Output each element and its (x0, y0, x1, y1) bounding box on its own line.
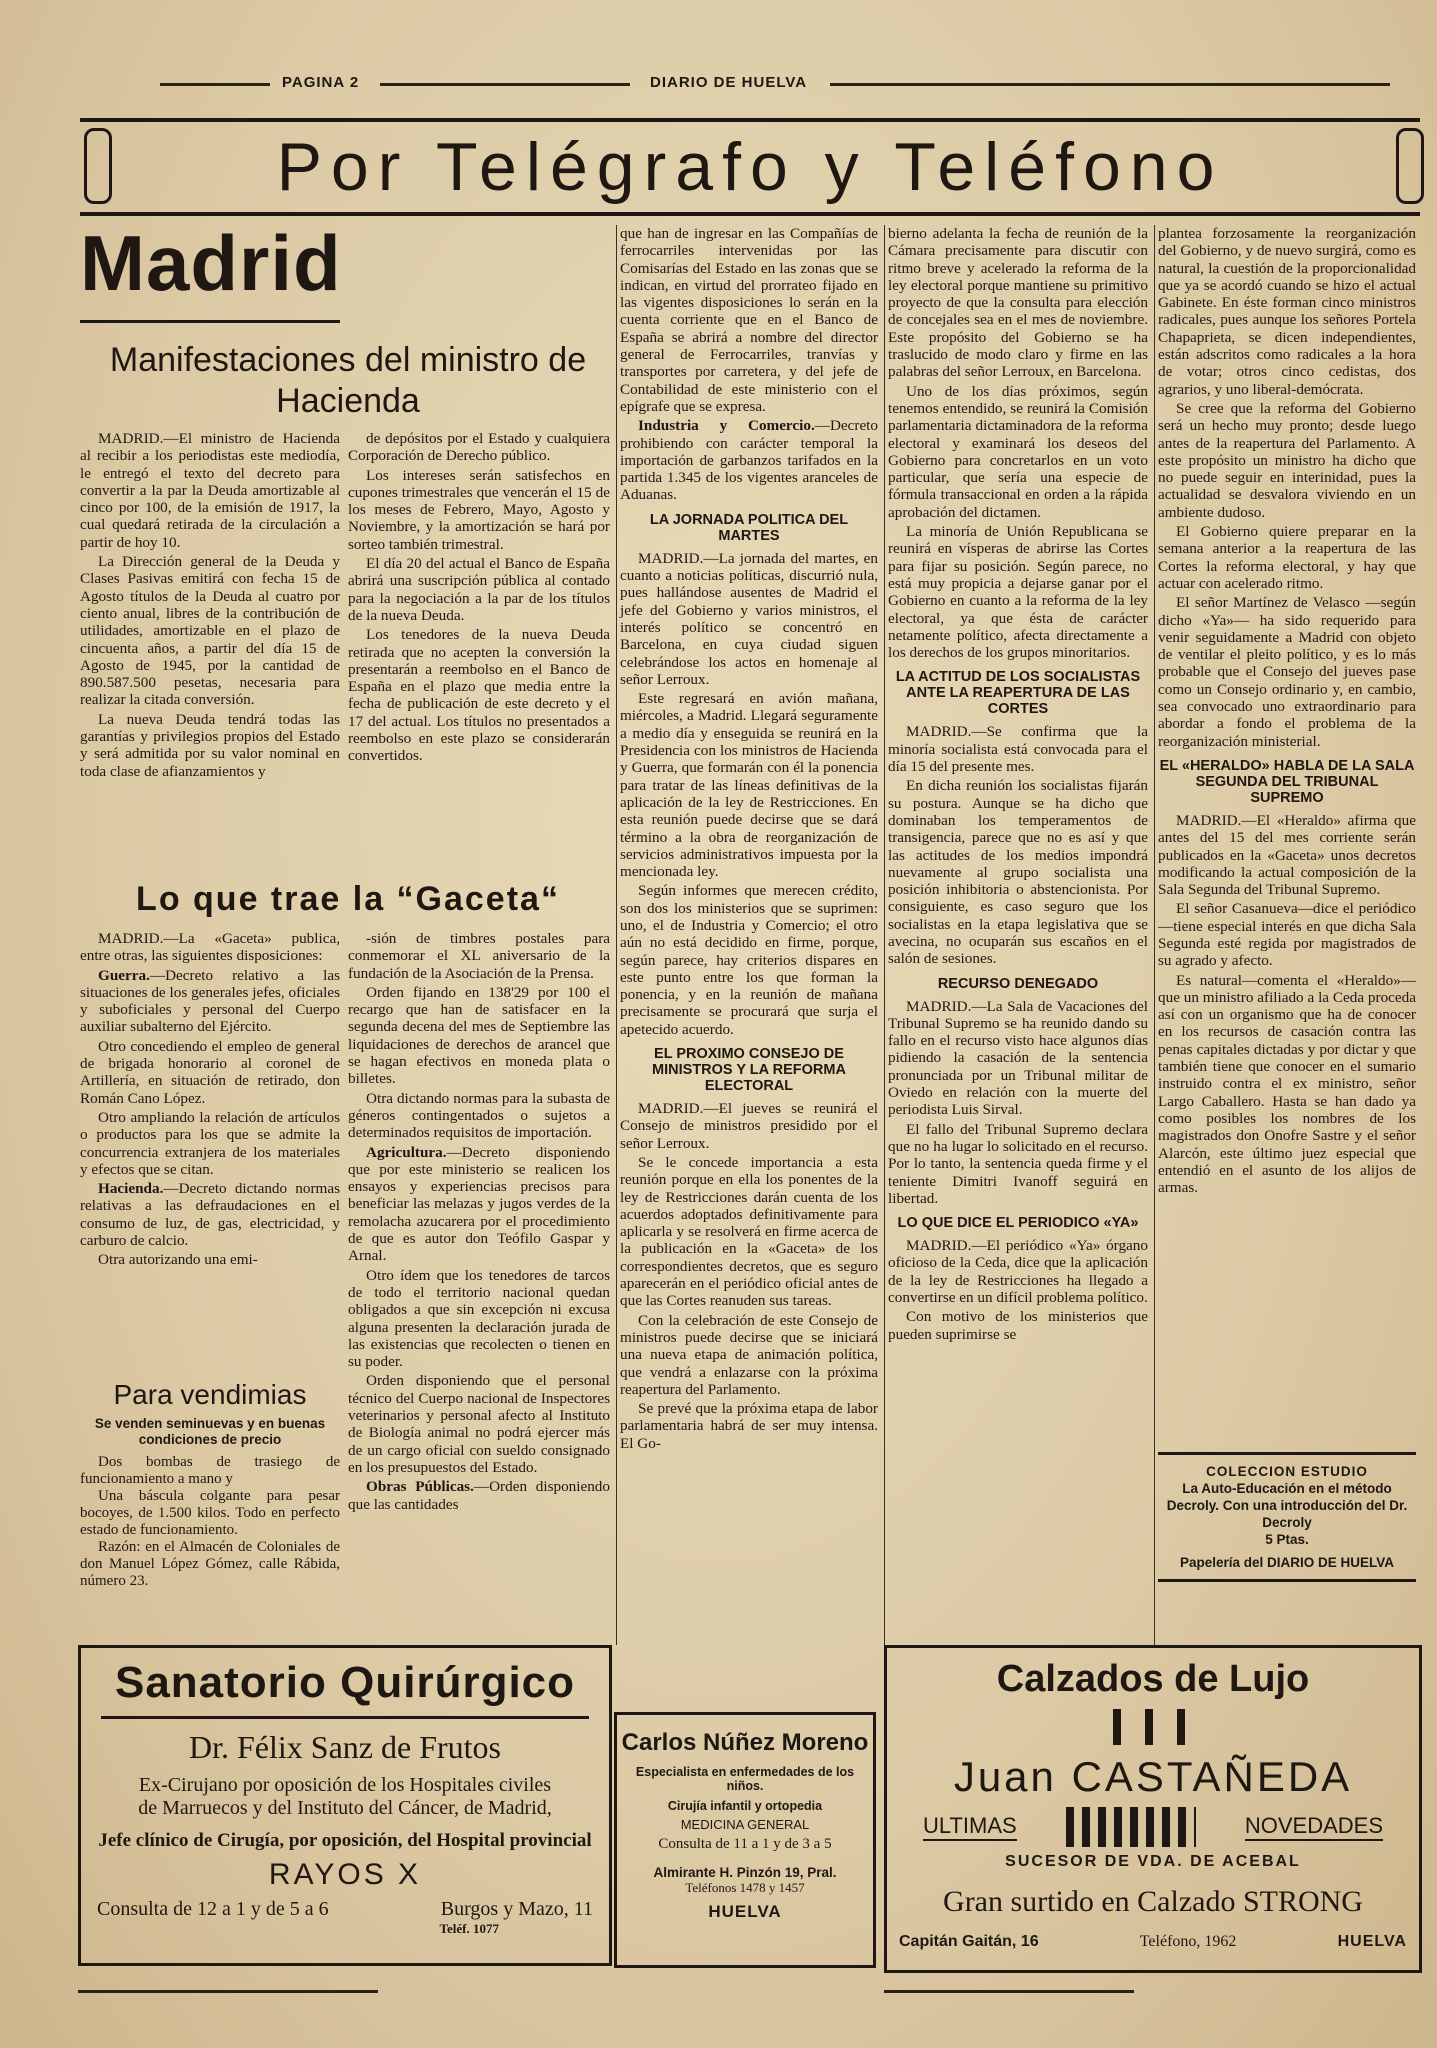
coleccion-body: La Auto-Educación en el método Decroly. Con una introducción del Dr. Decroly (1166, 1481, 1408, 1530)
paragraph: La Dirección general de la Deuda y Clases Pasivas emitirá con fecha 15 de Agosto títulos de la Deuda al cuatro por ciento anual, libres de la contribución de utilidades, amortizable en el plazo de cincuenta años, a partir del día 15 de Agosto de 1945, por la cantidad de 890.587.500 pesetas, necesaria para realizar la citada conversión. (80, 553, 340, 709)
calzados-footer (887, 1919, 1419, 1951)
column-4 (888, 225, 1148, 1345)
paragraph: MADRID.—La «Gaceta» publica, entre otras, las siguientes disposiciones: (80, 930, 340, 965)
paragraph: Es natural—comenta el «Heraldo»—que un ministro afiliado a la Ceda proceda así con un organismo que ha de conocer en los recursos de casación contra las penas capitales dictadas y por dictar y que también tiene que conocer en el sumario instruido contra el ex ministro, señor Largo Caballero. Hasta se han dado ya como posibles los nombres de los magistrados don Onofre Sastre y el señor Alarcón, este último juez especial que entendió en el asunto de los alijos de armas. (1158, 971, 1416, 1197)
nunez-city: HUELVA (708, 1902, 782, 1921)
calzados-row (887, 1807, 1419, 1847)
paragraph (80, 967, 340, 1036)
vendimias-subtitle: Se venden seminuevas y en buenas condiciones de precio (94, 1416, 326, 1447)
nunez-line1: Especialista en enfermedades de los niños. (635, 1765, 855, 1793)
lead: Hacienda. (98, 1180, 164, 1198)
column-rule (616, 225, 617, 1645)
paragraph: Los tenedores de la nueva Deuda retirada que no acepten la conversión la presentarán a reembolso en el Banco de España en el plazo que media entre la fecha de publicación de este decreto y el 17 del actual. Los títulos no presentados a reembolso en este plazo se considerarán convertidos. (348, 626, 610, 765)
paragraph: El señor Martínez de Velasco —según dicho «Ya»— ha sido requerido para venir seguidamente a Madrid con objeto de ventilar el pleito político, y es lo más probable que el Consejo del jueves pase como un Consejo ordinario y, en cambio, sea convocado uno extraordinario para abordar a fondo el problema de la reorganización ministerial. (1158, 594, 1416, 750)
paragraph: El señor Casanueva—dice el periódico—tiene especial interés en que dicha Sala Segunda esté regida por magistrados de su agrado y afecto. (1158, 900, 1416, 970)
paragraph: Otro ídem que los tenedores de tarcos de todo el territorio nacional quedan obligados a que sin excepción ni excusa alguna presenten la declaración jurada de las existencias que recolecten o tienen en su poder. (348, 1266, 610, 1371)
paragraph: Orden disponiendo que el personal técnico del Cuerpo nacional de Inspectores veterinarios y personal afecto al Instituto de Biología animal no podrá ejercer más de un cargo oficial con sueldo consignado en los presupuestos del Estado. (348, 1372, 610, 1476)
paragraph: MADRID.—El «Heraldo» afirma que antes del 15 del mes corriente serán publicados en la «Gaceta» unos decretos modificando la actual composición de la Sala Segunda del Tribunal Supremo. (1158, 811, 1416, 899)
column-3 (620, 225, 878, 1454)
text: —Decreto dictando normas relativas a las defraudaciones en el consumo de luz, de gas, electricidad, y carburo de calcio. (80, 1180, 340, 1250)
paragraph: Razón: en el Almacén de Coloniales de don Manuel López Gómez, calle Rábida, número 23. (80, 1539, 340, 1589)
sanatorio-rayos: RAYOS X (268, 1858, 422, 1891)
sanatorio-ad (78, 1645, 612, 1966)
paragraph: La minoría de Unión Republicana se reunirá en vísperas de abrirse las Cortes para fijar su posición. Según parece, no está muy propicia a dejarse ganar por el Gobierno en cuanto a la reforma de la ley electoral, ya que ésta de carácter netamente político, afecta directamente a los derechos de los grupos minoritarios. (888, 523, 1148, 662)
paragraph: Con la celebración de este Consejo de ministros puede decirse que se iniciará una nueva etapa de animación política, que vendrá a enlazarse con la próxima reapertura del Parlamento. (620, 1311, 878, 1398)
paragraph: Otra dictando normas para la subasta de géneros contingentados o sujetos a determinados requisitos de importación. (348, 1089, 610, 1142)
section-heading: LA JORNADA POLITICA DEL MARTES (649, 511, 849, 544)
calzados-sucesor: SUCESOR DE VDA. DE ACEBAL (1005, 1853, 1301, 1870)
sanatorio-line2: de Marruecos y del Instituto del Cáncer, de Madrid, (138, 1797, 552, 1819)
calzados-address: Capitán Gaitán, 16 (899, 1933, 1039, 1950)
article-heading-gaceta: Lo que trae la “Gaceta“ (136, 880, 560, 918)
paragraph: de depósitos por el Estado y cualquiera Corporación de Derecho público. (348, 430, 610, 465)
coleccion-estudio-ad (1158, 1452, 1416, 1582)
sanatorio-doctor: Dr. Félix Sanz de Frutos (189, 1729, 501, 1765)
paragraph: Los intereses serán satisfechos en cupones trimestrales que vencerán el 15 de los meses de Febrero, Mayo, Agosto y Noviembre, y la amortización se hará por sorteo también trimestral. (348, 466, 610, 553)
nunez-line4: Consulta de 11 a 1 y de 3 a 5 (658, 1836, 832, 1852)
calzados-left: ULTIMAS (923, 1813, 1017, 1841)
paragraph: El fallo del Tribunal Supremo declara que no ha lugar lo solicitado en el recurso. Por lo tanto, la sentencia queda firme y el teniente Dimitri Ivanoff seguirá en libertad. (888, 1120, 1148, 1207)
sanatorio-address: Burgos y Mazo, 11 (440, 1898, 593, 1920)
text: —Decreto disponiendo que por este ministerio se realicen los ensayos y experiencias precisos para beneficiar las melazas y jugos verdes de la remolacha azucarera por el procedimiento de que es autor don Teófilo Gaspar y Arnal. (348, 1143, 610, 1265)
calzados-title: Calzados de Lujo (996, 1658, 1310, 1700)
paragraph: -sión de timbres postales para conmemorar el XL aniversario de la fundación de la Asociación de la Prensa. (348, 930, 610, 982)
paragraph: Con motivo de los ministerios que pueden suprimirse se (888, 1308, 1148, 1343)
text: —Decreto relativo a las situaciones de los generales jefes, oficiales y suboficiales y personal del Cuerpo auxiliar subalterno del Ejército. (80, 966, 340, 1036)
paragraph (348, 1144, 610, 1265)
column-1-hacienda (80, 430, 340, 782)
madrid-rule (80, 320, 340, 323)
calzados-ad (884, 1645, 1422, 1973)
article-heading-hacienda: Manifestaciones del ministro de Hacienda (109, 341, 587, 420)
lead: Obras Públicas. (366, 1478, 474, 1496)
paragraph: Este regresará en avión mañana, miércoles, a Madrid. Llegará seguramente a medio día y enseguida se reunirá en la Presidencia con los ministros de Hacienda y Guerra, que formarán con él la ponencia para tratar de las líneas definitivas de la aplicación de la ley de Restricciones. En esta reunión puede decirse que se dará término a la obra de reorganización de servicios administrativos impuesta por la mencionada ley. (620, 690, 878, 881)
nunez-line3: MEDICINA GENERAL (680, 1817, 810, 1832)
section-heading: EL «HERALDO» HABLA DE LA SALA SEGUNDA DEL TRIBUNAL SUPREMO (1159, 757, 1415, 806)
section-heading: RECURSO DENEGADO (937, 975, 1099, 992)
paragraph: Otra autorizando una emi- (98, 1251, 258, 1269)
header-rule-left (160, 83, 270, 86)
paragraph: que han de ingresar en las Compañías de ferrocarriles intervenidas por las Comisarías del Estado en las zonas que se indican, en virtud del prorrateo fijado en las vigentes disposiciones lo serán en la cuenta corriente que en el Banco de España se abrirá a nombre del director general de Ferrocarriles, tranvías y transportes por carretera, y del jefe de Contabilidad de este ministerio con el epígrafe que se expresa. (620, 225, 878, 415)
vendimias-title: Para vendimias (113, 1379, 307, 1410)
nunez-phones: Teléfonos 1478 y 1457 (685, 1880, 805, 1895)
paragraph: En dicha reunión los socialistas fijarán su postura. Aunque se ha dicho que dominaban los temperamentos de transigencia, parece que no es así y que las actitudes de los medios impondrá nuevamente al grupo socialista una posición inhibitoria o abstencionista. Por consiguiente, es caso seguro que los socialistas en la etapa legislativa que se avecina, no ocuparán sus escaños en el salón de sesiones. (888, 777, 1148, 968)
coleccion-price: 5 Ptas. (1265, 1532, 1309, 1547)
paragraph: Otro ampliando la relación de artículos o productos para los que se admite la concurrencia extranjera de los materiales y efectos que se citan. (80, 1108, 340, 1178)
calzados-surtido: Gran surtido en Calzado STRONG (943, 1885, 1363, 1918)
bottom-rule-left (78, 1990, 378, 1993)
paragraph: MADRID.—El jueves se reunirá el Consejo de ministros presidido por el señor Lerroux. (620, 1100, 878, 1152)
paragraph: Uno de los días próximos, según tenemos entendido, se reunirá la Comisión parlamentaria dictaminadora de la reforma electoral y examinará los deseos del Gobierno para concretarlos en un voto particular, que sería una especie de fórmula transaccional en orden a la rápida aprobación del dictamen. (888, 382, 1148, 521)
text: —Decreto prohibiendo con carácter temporal la importación de garbanzos tarifados en la partida 1.345 de los vigentes aranceles de Aduanas. (620, 417, 878, 504)
sanatorio-title: Sanatorio Quirúrgico (114, 1658, 576, 1707)
column-5 (1158, 225, 1416, 1198)
bottom-rule-right (884, 1990, 1134, 1993)
paragraph: Dos bombas de trasiego de funcionamiento a mano y (80, 1454, 340, 1487)
paragraph (348, 1478, 610, 1513)
nunez-address: Almirante H. Pinzón 19, Pral. (653, 1865, 837, 1880)
lead: Guerra. (98, 966, 150, 984)
paragraph: MADRID.—La jornada del martes, en cuanto a noticias políticas, discurrió nula, pues hallándose ausentes de Madrid el jefe del Gobierno y varios ministros, el interés político se concentró en Barcelona, en cuya ciudad siguen celebrándose los actos en homenaje al señor Lerroux. (620, 549, 878, 688)
sanatorio-line3: Jefe clínico de Cirugía, por oposición, del Hospital provincial (98, 1830, 592, 1851)
coleccion-title: COLECCION ESTUDIO (1206, 1464, 1368, 1479)
nunez-name: Carlos Núñez Moreno (621, 1729, 869, 1756)
paragraph: Una báscula colgante para pesar bocoyes, de 1.500 kilos. Todo en perfecto estado de funcionamiento. (80, 1488, 340, 1538)
section-banner (80, 118, 1420, 216)
paragraph: MADRID.—La Sala de Vacaciones del Tribunal Supremo se ha reunido dando su fallo en el recurso visto hace algunos días pidiendo la casación de la sentencia pronunciada por un Tribunal militar de Oviedo en relación con la muerte del periodista Luis Sirval. (888, 997, 1148, 1119)
calzados-city: HUELVA (1337, 1933, 1407, 1950)
calzados-name: Juan CASTAÑEDA (953, 1753, 1353, 1800)
paragraph: MADRID.—Se confirma que la minoría socialista está convocada para el día 15 del presente mes. (888, 723, 1148, 776)
paragraph: MADRID.—El ministro de Hacienda al recibir a los periodistas este mediodía, le entregó el texto del decreto para convertir a la par la Deuda amortizable al cinco por 100, de la emisión de 1917, la cual quedará retirada de la circulación a partir de hoy 10. (80, 430, 340, 551)
ad-rule (101, 1716, 589, 1719)
section-heading: EL PROXIMO CONSEJO DE MINISTROS Y LA REFORMA ELECTORAL (652, 1046, 846, 1095)
sanatorio-phone: Teléf. 1077 (439, 1921, 499, 1936)
paragraph: La nueva Deuda tendrá todas las garantías y privilegios propios del Estado y será admitida por su valor nominal en toda clase de afianzamientos y (80, 710, 340, 780)
paragraph: MADRID.—El periódico «Ya» órgano oficioso de la Ceda, dice que la aplicación de la ley de Restricciones ha llegado a convertirse en un difícil problema político. (888, 1237, 1148, 1307)
section-heading: LO QUE DICE EL PERIODICO «YA» (897, 1215, 1139, 1232)
paragraph (620, 417, 878, 503)
paragraph: Otro concediendo el empleo de general de brigada honorario al coronel de Artillería, en situación de retirado, don Román Cano López. (80, 1037, 340, 1107)
sanatorio-line1: Ex-Cirujano por oposición de los Hospitales civiles (138, 1774, 552, 1796)
sanatorio-consulta: Consulta de 12 a 1 y de 5 a 6 (97, 1898, 329, 1920)
paragraph (80, 1180, 340, 1249)
lead: Industria y Comercio. (638, 417, 815, 435)
column-2-hacienda (348, 430, 610, 767)
lead: Agricultura. (366, 1143, 447, 1161)
nunez-line2: Cirujía infantil y ortopedia (667, 1799, 823, 1813)
paragraph: bierno adelanta la fecha de reunión de la Cámara precisamente para discutir con ritmo breve y acelerado la reforma de la ley electoral porque mantiene su primitivo proyecto de que la consulta para elección de concejales sea en el mes de noviembre. Este propósito del Gobierno se ha traslucido de modo claro y firme en las palabras del señor Lerroux, en Barcelona. (888, 225, 1148, 381)
column-rule (884, 225, 885, 1645)
calzados-right: NOVEDADES (1245, 1813, 1383, 1841)
vendimias-ad (80, 1378, 340, 1590)
madrid-headline: Madrid (80, 219, 342, 307)
paragraph: Se le concede importancia a esta reunión porque en ella los ponentes de la ley de Restricciones darán cuenta de los acuerdos adoptados definitivamente para aplicarla y se resolverá en firme acerca de la publicación en la «Gaceta» de los correspondientes decretos, que es seguro aparecerán en el periódico oficial antes de que las Cortes reanuden sus tareas. (620, 1153, 878, 1310)
paragraph: Se prevé que la próxima etapa de labor parlamentaria habrá de ser muy intensa. El Go- (620, 1400, 878, 1452)
paragraph: Orden fijando en 138'29 por 100 el recargo que han de satisfacer en la segunda decena del mes de Septiembre las liquidaciones de derechos de arancel que se hagan efectivos en moneda plata o billetes. (348, 983, 610, 1088)
header-rule-right (830, 83, 1390, 86)
column-1-gaceta (80, 930, 340, 1271)
paragraph: plantea forzosamente la reorganización del Gobierno, y de nuevo surgirá, como es natural, la cuestión de la proporcionalidad que ya se acordó cuando se hizo el actual Gabinete. En éste forman cinco ministros radicales, pues aunque los señores Portela Chapaprieta, se dicen independientes, están adscritos como radicales a la hora de votar; otros cinco cedistas, dos agrarios, y uno liberal-demócrata. (1158, 225, 1416, 398)
banner-ornament-right (1396, 128, 1424, 204)
column-2-gaceta (348, 930, 610, 1515)
coleccion-shop: Papelería del DIARIO DE HUELVA (1179, 1555, 1395, 1570)
header-rule-mid (380, 83, 630, 86)
newspaper-name: DIARIO DE HUELVA (650, 74, 808, 91)
paragraph: Se cree que la reforma del Gobierno será un hecho muy pronto; desde luego antes de la reapertura del Parlamento. A este propósito un ministro ha dicho que no puede seguir en interinidad, pues la actualidad se desvalora viviendo en un ambiente dudoso. (1158, 399, 1416, 521)
paragraph: El Gobierno quiere preparar en la semana anterior a la reapertura de las Cortes la reforma electoral, y hay que actuar con acelerado ritmo. (1158, 523, 1416, 592)
page-number: PAGINA 2 (282, 74, 360, 91)
paragraph: Según informes que merecen crédito, son dos los ministerios que se suprimen: uno, el de Industria y Comercio; el otro aún no está decidido en firme, porque, según parece, hay criterios dispares en este punto entre los que forman la ponencia, y en la reunión de mañana precisamente se procurará que surja el apetecido acuerdo. (620, 882, 878, 1038)
column-rule (1154, 225, 1155, 1645)
calzados-phone: Teléfono, 1962 (1139, 1933, 1237, 1950)
text: —Orden disponiendo que las cantidades (348, 1478, 610, 1513)
sanatorio-footer (81, 1892, 609, 1921)
nunez-ad (614, 1712, 876, 1968)
banner-title: Por Telégrafo y Teléfono (276, 129, 1224, 205)
paragraph: El día 20 del actual el Banco de España abrirá una suscripción pública al contado para la negociación a la par de los títulos de la nueva Deuda. (348, 555, 610, 624)
calzados-bars-top (1113, 1709, 1193, 1745)
calzados-bars-mid (1066, 1807, 1196, 1847)
section-heading: LA ACTITUD DE LOS SOCIALISTAS ANTE LA REAPERTURA DE LAS CORTES (895, 669, 1141, 718)
